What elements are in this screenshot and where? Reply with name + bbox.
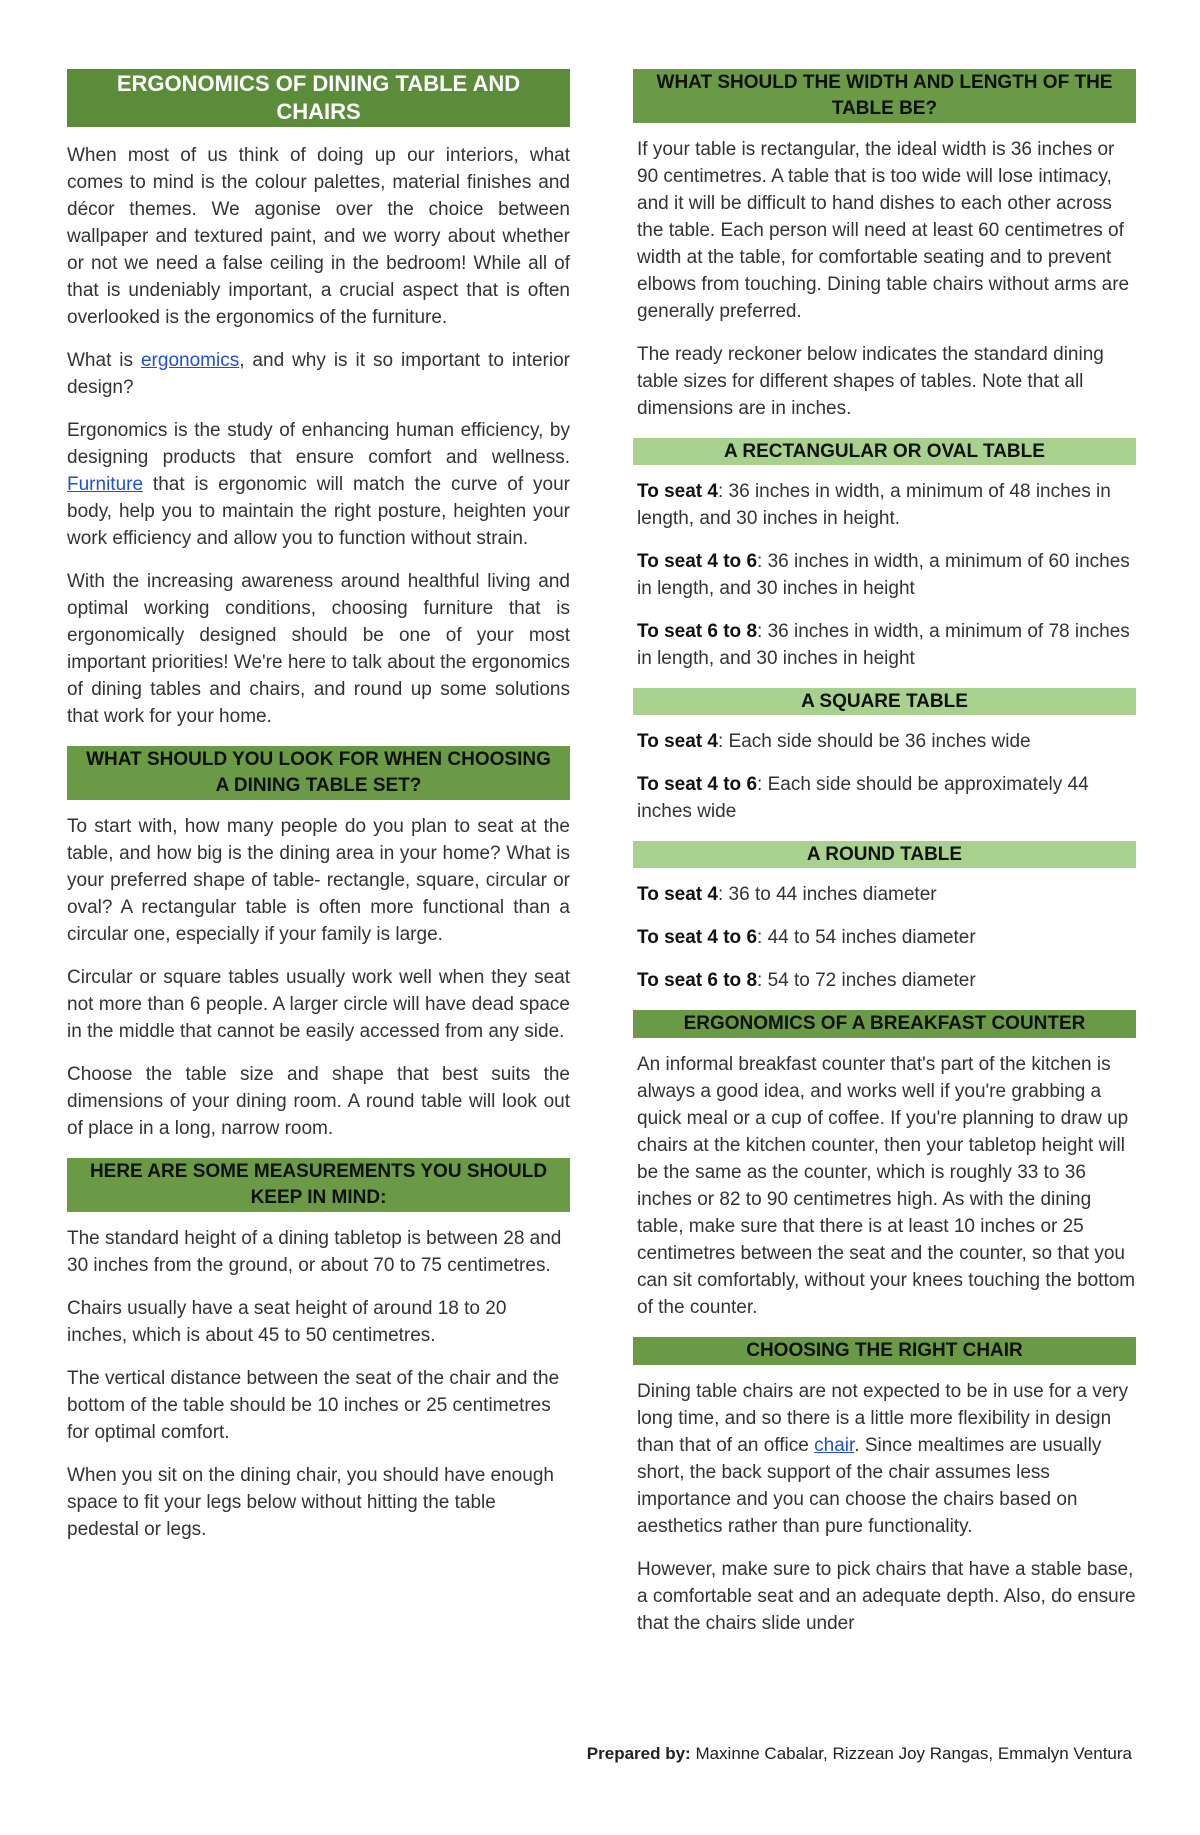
heading-right-chair: CHOOSING THE RIGHT CHAIR — [633, 1337, 1136, 1365]
width-paragraph: If your table is rectangular, the ideal width is 36 inches or 90 centimetres. A table that is too wide will lose intimacy, and it will be difficult to hand dishes to each other across the table. Each person will need at least 60 centimetres of width at the table, for comfortable seating and to prevent elbows from touching. Dining table chairs without arms are generally preferred. — [637, 139, 1130, 322]
rect-seat-4-6: To seat 4 to 6: 36 inches in width, a minimum of 60 inches in length, and 30 inches in height — [637, 551, 1130, 599]
heading-rectangular-table: A RECTANGULAR OR OVAL TABLE — [633, 438, 1136, 465]
heading-square-table: A SQUARE TABLE — [633, 688, 1136, 715]
left-column — [67, 69, 570, 1559]
heading-measurements: HERE ARE SOME MEASUREMENTS YOU SHOULD KEEP IN MIND: — [67, 1158, 570, 1212]
footer-credits — [587, 1744, 1132, 1764]
measurement-1: The standard height of a dining tabletop is between 28 and 30 inches from the ground, or about 70 to 75 centimetres. — [67, 1228, 562, 1276]
reckoner-paragraph: The ready reckoner below indicates the standard dining table sizes for different shapes of tables. Note that all dimensions are in inches. — [637, 344, 1104, 419]
ergonomics-link[interactable]: ergonomics — [140, 350, 240, 371]
measurement-2: Chairs usually have a seat height of around 18 to 20 inches, which is about 45 to 50 centimetres. — [67, 1298, 507, 1346]
chair-paragraph: Dining table chairs are not expected to be in use for a very long time, and so there is a little more flexibility in design than that of an office chair. Since mealtimes are usually short, the back support of the chair assumes less importance and you can choose the chairs based on aesthetics rather than pure functionality. — [637, 1381, 1129, 1537]
measurement-4: When you sit on the dining chair, you should have enough space to fit your legs below without hitting the table pedestal or legs. — [67, 1465, 554, 1540]
heading-round-table: A ROUND TABLE — [633, 841, 1136, 868]
chair-link[interactable]: chair — [814, 1435, 855, 1456]
however-paragraph: However, make sure to pick chairs that have a stable base, a comfortable seat and an adequate depth. Also, do ensure that the chairs slide under — [637, 1559, 1136, 1634]
rect-seat-6-8: To seat 6 to 8: 36 inches in width, a minimum of 78 inches in length, and 30 inches in height — [637, 621, 1130, 669]
footer-label: Prepared by: — [586, 1744, 691, 1763]
main-title: ERGONOMICS OF DINING TABLE AND CHAIRS — [67, 69, 570, 127]
breakfast-paragraph: An informal breakfast counter that's part of the kitchen is always a good idea, and works well if you're grabbing a quick meal or a cup of coffee. If you're planning to draw up chairs at the kitchen counter, then your tabletop height will be the same as the counter, which is roughly 33 to 36 inches or 82 to 90 centimetres high. As with the dining table, make sure that there is at least 10 inches or 25 centimetres between the seat and the counter, so that you can sit comfortably, without your knees touching the bottom of the counter. — [637, 1054, 1136, 1318]
measurement-3: The vertical distance between the seat of the chair and the bottom of the table should be 10 inches or 25 centimetres for optimal comfort. — [67, 1368, 560, 1443]
rect-seat-4: To seat 4: 36 inches in width, a minimum of 48 inches in length, and 30 inches in height. — [637, 481, 1111, 529]
round-seat-6-8: To seat 6 to 8: 54 to 72 inches diameter — [637, 970, 976, 991]
intro-paragraph: When most of us think of doing up our interiors, what comes to mind is the colour palettes, material finishes and décor themes. We agonise over the choice between wallpaper and textured paint, and we worry about whether or not we need a false ceiling in the bedroom! While all of that is undeniably important, a crucial aspect that is often overlooked is the ergonomics of the furniture. — [67, 145, 570, 328]
heading-breakfast-counter: ERGONOMICS OF A BREAKFAST COUNTER — [633, 1010, 1136, 1038]
choose-paragraph: Choose the table size and shape that best suits the dimensions of your dining room. A round table will look out of place in a long, narrow room. — [67, 1064, 570, 1139]
ergonomics-question: What is ergonomics, and why is it so important to interior design? — [67, 350, 570, 398]
awareness-paragraph: With the increasing awareness around healthful living and optimal working conditions, choosing furniture that is ergonomically designed should be one of your most important priorities! We're here to talk about the ergonomics of dining tables and chairs, and round up some solutions that work for your home. — [67, 571, 570, 727]
circular-paragraph: Circular or square tables usually work well when they seat not more than 6 people. A larger circle will have dead space in the middle that cannot be easily accessed from any side. — [67, 967, 570, 1042]
furniture-link[interactable]: Furniture — [67, 474, 144, 495]
heading-width-length: WHAT SHOULD THE WIDTH AND LENGTH OF THE TABLE BE? — [633, 69, 1136, 123]
right-column — [633, 69, 1136, 1653]
square-seat-4-6: To seat 4 to 6: Each side should be approximately 44 inches wide — [637, 774, 1089, 822]
round-seat-4-6: To seat 4 to 6: 44 to 54 inches diameter — [637, 927, 976, 948]
definition-paragraph: Ergonomics is the study of enhancing human efficiency, by designing products that ensure comfort and wellness. Furniture that is ergonomic will match the curve of your body, help you to maintain the right posture, heighten your work efficiency and allow you to function without strain. — [67, 420, 570, 549]
square-seat-4: To seat 4: Each side should be 36 inches wide — [637, 731, 1031, 752]
heading-look-for: WHAT SHOULD YOU LOOK FOR WHEN CHOOSING A DINING TABLE SET? — [67, 746, 570, 800]
round-seat-4: To seat 4: 36 to 44 inches diameter — [637, 884, 937, 905]
footer-names: Maxinne Cabalar, Rizzean Joy Rangas, Emmalyn Ventura — [690, 1744, 1132, 1763]
start-paragraph: To start with, how many people do you plan to seat at the table, and how big is the dining area in your home? What is your preferred shape of table- rectangle, square, circular or oval? A rectangular table is often more functional than a circular one, especially if your family is large. — [67, 816, 570, 945]
